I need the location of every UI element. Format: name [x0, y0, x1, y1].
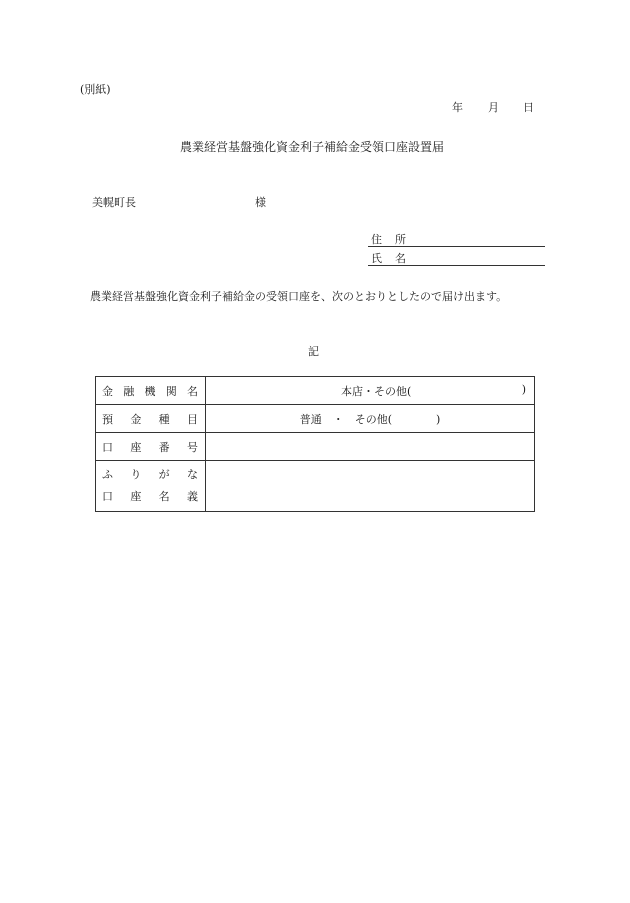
address-label-1: 住 — [371, 233, 382, 246]
row-account-number — [96, 433, 535, 461]
name-field[interactable] — [368, 250, 545, 266]
row-account-name — [96, 461, 535, 512]
name-label-1: 氏 — [371, 252, 382, 265]
name-label-2: 名 — [395, 252, 406, 265]
account-number-value[interactable] — [206, 433, 535, 461]
addressee-honorific: 様 — [255, 196, 266, 209]
addressee-name: 美幌町長 — [92, 196, 136, 209]
body-text: 農業経営基盤強化資金利子補給金の受領口座を、次のとおりとしたので届け出ます。 — [90, 290, 508, 303]
ki-heading: 記 — [308, 345, 319, 358]
date-month: 月 — [488, 101, 499, 114]
account-number-label: 口 座 番 号 — [96, 433, 206, 461]
address-field[interactable] — [368, 231, 545, 247]
attachment-label: (別紙) — [80, 83, 111, 96]
row-bank — [96, 377, 535, 405]
account-name-value[interactable] — [206, 461, 535, 512]
bank-label: 金 融 機 関 名 — [96, 377, 206, 405]
deposit-type-value[interactable]: 普通 ・ その他( ) — [206, 405, 535, 433]
date-year: 年 — [452, 101, 463, 114]
account-name-label: ふ り が な 口 座 名 義 — [96, 461, 206, 512]
deposit-type-label: 預 金 種 目 — [96, 405, 206, 433]
account-table — [95, 376, 535, 512]
bank-value[interactable]: 本店・その他( ) — [206, 377, 535, 405]
document-title: 農業経営基盤強化資金利子補給金受領口座設置届 — [180, 140, 445, 154]
row-deposit-type — [96, 405, 535, 433]
address-label-2: 所 — [395, 233, 406, 246]
date-day: 日 — [523, 101, 534, 114]
